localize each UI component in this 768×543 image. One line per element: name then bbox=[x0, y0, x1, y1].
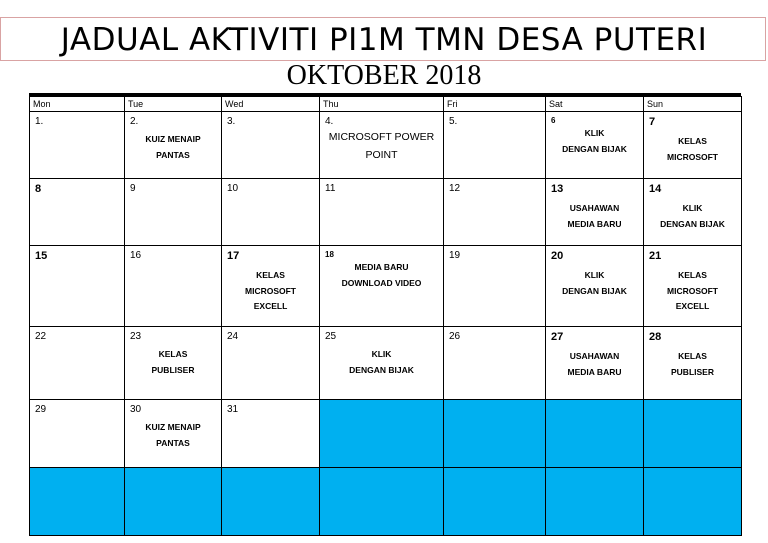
week-row bbox=[30, 327, 742, 400]
page-title: JADUAL AKTIVITI PI1M TMN DESA PUTERI bbox=[60, 22, 708, 58]
day-number: 26 bbox=[449, 331, 461, 342]
activity-line: KLIK bbox=[682, 203, 703, 213]
day-number: 25 bbox=[325, 331, 337, 342]
day-number: 1. bbox=[35, 116, 44, 127]
day-cell bbox=[30, 246, 125, 327]
activity-line: USAHAWAN bbox=[569, 203, 620, 213]
weekday-header: Sun bbox=[644, 97, 742, 112]
day-cell bbox=[644, 179, 742, 246]
day-cell bbox=[546, 327, 644, 400]
day-number: 23 bbox=[130, 331, 142, 342]
week-row bbox=[30, 179, 742, 246]
empty-day-cell bbox=[444, 400, 546, 468]
day-cell bbox=[546, 112, 644, 179]
day-cell bbox=[125, 327, 222, 400]
activity-line: USAHAWAN bbox=[569, 351, 620, 361]
activity-label bbox=[546, 268, 643, 299]
activity-line: DENGAN BIJAK bbox=[349, 364, 414, 375]
empty-day-cell bbox=[320, 468, 444, 536]
day-number: 31 bbox=[227, 404, 239, 415]
activity-label bbox=[125, 347, 221, 378]
empty-day-cell bbox=[546, 468, 644, 536]
day-number: 28 bbox=[649, 331, 662, 343]
day-number: 5. bbox=[449, 116, 458, 127]
day-cell bbox=[222, 246, 320, 327]
weekday-header: Mon bbox=[30, 97, 125, 112]
activity-line: MEDIA BARU bbox=[567, 218, 622, 229]
activity-line: KLIK bbox=[584, 270, 605, 280]
day-cell bbox=[320, 327, 444, 400]
weekday-header-row bbox=[30, 97, 742, 112]
activity-line: PUBLISER bbox=[151, 364, 195, 375]
day-cell bbox=[444, 246, 546, 327]
activity-line: MEDIA BARU bbox=[354, 262, 409, 272]
day-cell bbox=[125, 246, 222, 327]
activity-line: MICROSOFT POWER bbox=[328, 131, 435, 143]
activity-line: DENGAN BIJAK bbox=[562, 143, 627, 154]
day-cell bbox=[30, 112, 125, 179]
activity-label bbox=[644, 134, 741, 165]
activity-line: KELAS bbox=[158, 349, 188, 359]
empty-day-cell bbox=[30, 468, 125, 536]
activity-label bbox=[644, 201, 741, 232]
day-cell bbox=[125, 112, 222, 179]
day-number: 11 bbox=[325, 183, 336, 194]
day-number: 17 bbox=[227, 250, 240, 262]
day-cell bbox=[320, 179, 444, 246]
day-cell bbox=[546, 179, 644, 246]
page-subtitle: OKTOBER 2018 bbox=[286, 60, 482, 91]
day-number: 24 bbox=[227, 331, 239, 342]
activity-label bbox=[320, 260, 443, 291]
empty-day-cell bbox=[644, 468, 742, 536]
week-row bbox=[30, 246, 742, 327]
activity-label bbox=[320, 347, 443, 378]
activity-label bbox=[125, 420, 221, 451]
weekday-header: Wed bbox=[222, 97, 320, 112]
day-number: 19 bbox=[449, 250, 461, 261]
activity-line: EXCELL bbox=[675, 301, 710, 311]
day-cell bbox=[444, 112, 546, 179]
activity-line: DENGAN BIJAK bbox=[562, 285, 627, 296]
day-number: 4. bbox=[325, 116, 334, 127]
empty-day-cell bbox=[222, 468, 320, 536]
activity-line: PANTAS bbox=[156, 149, 190, 160]
activity-label bbox=[546, 126, 643, 157]
weekday-header: Tue bbox=[125, 97, 222, 112]
activity-line: PANTAS bbox=[156, 437, 190, 448]
day-cell bbox=[644, 327, 742, 400]
day-number: 9 bbox=[130, 183, 136, 194]
day-cell bbox=[444, 179, 546, 246]
day-cell bbox=[644, 246, 742, 327]
empty-day-cell bbox=[644, 400, 742, 468]
day-cell bbox=[222, 179, 320, 246]
activity-line: KLIK bbox=[584, 128, 605, 138]
day-cell bbox=[30, 179, 125, 246]
activity-line: MICROSOFT bbox=[667, 285, 718, 296]
day-cell bbox=[546, 246, 644, 327]
day-number: 3. bbox=[227, 116, 236, 127]
day-number: 18 bbox=[325, 250, 334, 259]
activity-line: KELAS bbox=[256, 270, 285, 280]
activity-line: EXCELL bbox=[253, 301, 288, 311]
day-cell bbox=[30, 400, 125, 468]
activity-line: KELAS bbox=[678, 270, 707, 280]
day-cell bbox=[125, 400, 222, 468]
calendar-table bbox=[29, 96, 742, 536]
day-number: 20 bbox=[551, 250, 564, 262]
day-cell bbox=[320, 112, 444, 179]
day-cell bbox=[125, 179, 222, 246]
activity-line: KUIZ MENAIP bbox=[145, 422, 201, 432]
week-row bbox=[30, 112, 742, 179]
day-cell bbox=[444, 327, 546, 400]
day-cell bbox=[644, 112, 742, 179]
activity-label bbox=[222, 268, 319, 315]
day-number: 22 bbox=[35, 331, 47, 342]
weekday-header: Thu bbox=[320, 97, 444, 112]
weekday-header: Sat bbox=[546, 97, 644, 112]
day-number: 27 bbox=[551, 331, 564, 343]
activity-label bbox=[644, 349, 741, 380]
day-number: 10 bbox=[227, 183, 239, 194]
day-cell bbox=[30, 327, 125, 400]
day-number: 6 bbox=[551, 116, 556, 125]
day-number: 16 bbox=[130, 250, 142, 261]
day-number: 7 bbox=[649, 116, 656, 128]
day-number: 30 bbox=[130, 404, 142, 415]
day-number: 29 bbox=[35, 404, 47, 415]
activity-line: KUIZ MENAIP bbox=[145, 134, 201, 144]
week-row bbox=[30, 400, 742, 468]
week-row bbox=[30, 468, 742, 536]
activity-line: KELAS bbox=[678, 136, 707, 146]
activity-line: KLIK bbox=[371, 349, 392, 359]
calendar-body bbox=[30, 112, 742, 536]
empty-day-cell bbox=[320, 400, 444, 468]
activity-label bbox=[320, 128, 443, 164]
activity-label bbox=[644, 268, 741, 315]
day-cell bbox=[222, 400, 320, 468]
activity-line: KELAS bbox=[678, 351, 707, 361]
activity-label bbox=[546, 201, 643, 232]
day-cell bbox=[320, 246, 444, 327]
activity-line: MICROSOFT bbox=[667, 151, 718, 162]
day-number: 8 bbox=[35, 183, 42, 195]
activity-label bbox=[546, 349, 643, 380]
activity-line: DOWNLOAD VIDEO bbox=[341, 277, 422, 288]
activity-label bbox=[125, 132, 221, 163]
activity-line: DENGAN BIJAK bbox=[660, 218, 725, 229]
activity-line: PUBLISER bbox=[671, 366, 714, 377]
day-number: 15 bbox=[35, 250, 48, 262]
day-number: 2. bbox=[130, 116, 139, 127]
day-number: 13 bbox=[551, 183, 564, 195]
day-cell bbox=[222, 327, 320, 400]
activity-line: POINT bbox=[365, 149, 398, 161]
empty-day-cell bbox=[546, 400, 644, 468]
day-number: 14 bbox=[649, 183, 662, 195]
day-cell bbox=[222, 112, 320, 179]
weekday-header: Fri bbox=[444, 97, 546, 112]
day-number: 12 bbox=[449, 183, 461, 194]
empty-day-cell bbox=[444, 468, 546, 536]
activity-line: MEDIA BARU bbox=[567, 366, 622, 377]
empty-day-cell bbox=[125, 468, 222, 536]
day-number: 21 bbox=[649, 250, 662, 262]
activity-line: MICROSOFT bbox=[245, 285, 296, 296]
